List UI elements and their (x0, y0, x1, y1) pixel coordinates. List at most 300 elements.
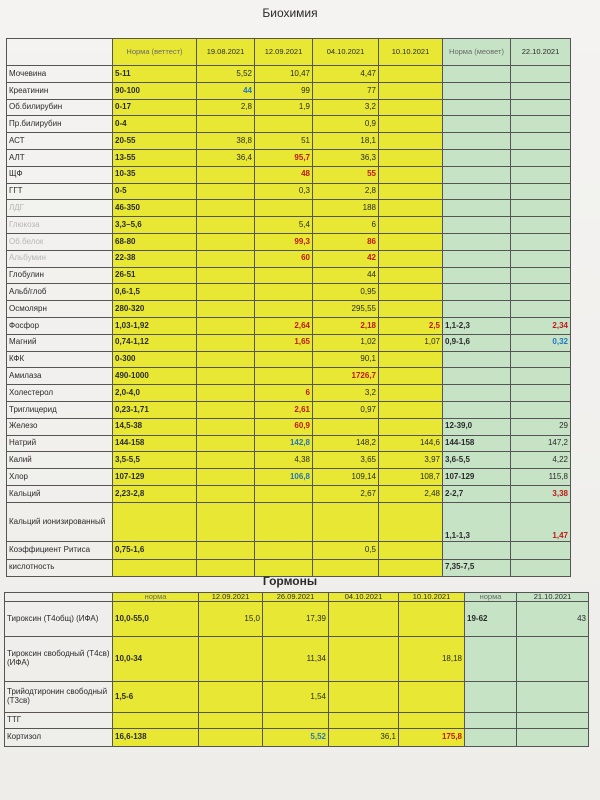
result-value: 3,38 (511, 485, 571, 502)
hor-row (5, 712, 589, 728)
result-value (255, 200, 313, 217)
reference-range-2: 12-39,0 (443, 418, 511, 435)
result-value (313, 502, 379, 541)
reference-range: 10,0-55,0 (113, 601, 199, 636)
reference-range: 16,6-138 (113, 728, 199, 746)
result-value: 3,2 (313, 99, 379, 116)
result-value (379, 267, 443, 284)
reference-range: 46-350 (113, 200, 197, 217)
result-value (511, 200, 571, 217)
result-value (197, 385, 255, 402)
result-value (379, 166, 443, 183)
result-value: 36,3 (313, 149, 379, 166)
result-value (197, 317, 255, 334)
bio-header-cell (7, 39, 113, 66)
hor-header-cell: норма (113, 593, 199, 602)
result-value (379, 116, 443, 133)
result-value: 2,67 (313, 485, 379, 502)
bio-header-cell: 19.08.2021 (197, 39, 255, 66)
result-value (379, 541, 443, 559)
row-label: Глюкоза (7, 217, 113, 234)
result-value (197, 435, 255, 452)
bio-row (7, 469, 571, 486)
result-value: 86 (313, 233, 379, 250)
result-value: 0,3 (255, 183, 313, 200)
reference-range-2 (443, 385, 511, 402)
result-value (197, 334, 255, 351)
bio-row (7, 66, 571, 83)
reference-range-2: 3,6-5,5 (443, 452, 511, 469)
result-value: 295,55 (313, 301, 379, 318)
result-value (511, 385, 571, 402)
result-value (511, 368, 571, 385)
row-label: Фосфор (7, 317, 113, 334)
biochemistry-title: Биохимия (262, 6, 318, 20)
reference-range: 10,0-34 (113, 636, 199, 681)
result-value (255, 485, 313, 502)
result-value (197, 368, 255, 385)
bio-row (7, 149, 571, 166)
result-value: 99,3 (255, 233, 313, 250)
reference-range-2: 19-62 (465, 601, 517, 636)
result-value (379, 250, 443, 267)
result-value: 55 (313, 166, 379, 183)
hor-row (5, 636, 589, 681)
reference-range-2 (465, 712, 517, 728)
result-value (197, 166, 255, 183)
result-value: 42 (313, 250, 379, 267)
reference-range-2 (443, 99, 511, 116)
row-label: Магний (7, 334, 113, 351)
bio-row (7, 166, 571, 183)
bio-header-cell: Норма (меовет) (443, 39, 511, 66)
reference-range: 3,3–5,6 (113, 217, 197, 234)
bio-header-cell: 22.10.2021 (511, 39, 571, 66)
row-label: ГГТ (7, 183, 113, 200)
row-label: Коэффициент Ритиса (7, 541, 113, 559)
row-label: Холестерол (7, 385, 113, 402)
result-value: 36,1 (329, 728, 399, 746)
result-value (255, 368, 313, 385)
result-value: 144,6 (379, 435, 443, 452)
row-label: ТТГ (5, 712, 113, 728)
row-label: Тироксин (Т4общ) (ИФА) (5, 601, 113, 636)
reference-range: 14,5-38 (113, 418, 197, 435)
bio-row (7, 116, 571, 133)
result-value: 95,7 (255, 149, 313, 166)
result-value: 147,2 (511, 435, 571, 452)
result-value (255, 284, 313, 301)
reference-range-2 (443, 301, 511, 318)
result-value: 2,61 (255, 401, 313, 418)
row-label: Мочевина (7, 66, 113, 83)
result-value: 1,65 (255, 334, 313, 351)
bio-row (7, 502, 571, 541)
reference-range: 1,03-1,92 (113, 317, 197, 334)
result-value (517, 636, 589, 681)
row-label: Амилаза (7, 368, 113, 385)
result-value (399, 712, 465, 728)
result-value: 106,8 (255, 469, 313, 486)
result-value (511, 116, 571, 133)
result-value (255, 267, 313, 284)
result-value (379, 183, 443, 200)
result-value (197, 217, 255, 234)
reference-range-2 (443, 149, 511, 166)
reference-range-2 (443, 368, 511, 385)
reference-range: 20-55 (113, 133, 197, 150)
result-value (255, 116, 313, 133)
result-value (197, 452, 255, 469)
result-value (329, 712, 399, 728)
result-value: 51 (255, 133, 313, 150)
bio-header-cell: 12.09.2021 (255, 39, 313, 66)
row-label: Триглицерид (7, 401, 113, 418)
row-label: Кальций ионизированный (7, 502, 113, 541)
bio-header-cell: 10.10.2021 (379, 39, 443, 66)
result-value: 17,39 (263, 601, 329, 636)
reference-range: 90-100 (113, 82, 197, 99)
reference-range-2 (443, 267, 511, 284)
bio-row (7, 284, 571, 301)
reference-range: 144-158 (113, 435, 197, 452)
reference-range-2 (443, 82, 511, 99)
reference-range-2 (443, 200, 511, 217)
result-value (379, 351, 443, 368)
result-value: 0,9 (313, 116, 379, 133)
reference-range-2 (465, 636, 517, 681)
result-value (379, 502, 443, 541)
result-value: 142,8 (255, 435, 313, 452)
hormones-title: Гормоны (262, 574, 318, 588)
result-value (511, 351, 571, 368)
reference-range-2 (443, 183, 511, 200)
row-label: Кортизол (5, 728, 113, 746)
reference-range-2: 144-158 (443, 435, 511, 452)
row-label: Креатинин (7, 82, 113, 99)
bio-row (7, 317, 571, 334)
result-value (379, 284, 443, 301)
row-label: Кальций (7, 485, 113, 502)
reference-range: 0-4 (113, 116, 197, 133)
reference-range-2: 7,35-7,5 (443, 559, 511, 576)
reference-range: 3,5-5,5 (113, 452, 197, 469)
result-value (511, 217, 571, 234)
result-value: 1,02 (313, 334, 379, 351)
result-value: 175,8 (399, 728, 465, 746)
reference-range: 10-35 (113, 166, 197, 183)
reference-range: 0,6-1,5 (113, 284, 197, 301)
reference-range: 0-300 (113, 351, 197, 368)
result-value (197, 183, 255, 200)
reference-range: 0,75-1,6 (113, 541, 197, 559)
result-value (313, 418, 379, 435)
bio-row (7, 334, 571, 351)
bio-row (7, 217, 571, 234)
result-value (511, 166, 571, 183)
result-value: 44 (313, 267, 379, 284)
result-value: 60,9 (255, 418, 313, 435)
bio-header-row (7, 39, 571, 66)
result-value (379, 233, 443, 250)
row-label: кислотность (7, 559, 113, 576)
hor-header-cell: 26.09.2021 (263, 593, 329, 602)
result-value: 10,47 (255, 66, 313, 83)
row-label: ЛДГ (7, 200, 113, 217)
result-value: 109,14 (313, 469, 379, 486)
result-value: 44 (197, 82, 255, 99)
reference-range (113, 712, 199, 728)
hor-header-cell (5, 593, 113, 602)
result-value (379, 301, 443, 318)
reference-range-2 (443, 166, 511, 183)
result-value (199, 728, 263, 746)
hor-row (5, 728, 589, 746)
result-value (511, 267, 571, 284)
reference-range-2 (443, 66, 511, 83)
result-value: 5,52 (263, 728, 329, 746)
reference-range: 2,0-4,0 (113, 385, 197, 402)
result-value: 43 (517, 601, 589, 636)
reference-range: 0,23-1,71 (113, 401, 197, 418)
reference-range-2 (443, 351, 511, 368)
result-value (379, 217, 443, 234)
result-value (199, 681, 263, 712)
row-label: ЩФ (7, 166, 113, 183)
bio-row (7, 541, 571, 559)
result-value (255, 351, 313, 368)
hor-header-cell: 12.09.2021 (199, 593, 263, 602)
result-value: 4,22 (511, 452, 571, 469)
result-value (197, 250, 255, 267)
result-value (197, 502, 255, 541)
hor-header-cell: 21.10.2021 (517, 593, 589, 602)
result-value: 2,34 (511, 317, 571, 334)
result-value (263, 712, 329, 728)
result-value (379, 385, 443, 402)
result-value (511, 401, 571, 418)
reference-range: 0,74-1,12 (113, 334, 197, 351)
result-value (199, 712, 263, 728)
result-value (197, 418, 255, 435)
reference-range-2: 107-129 (443, 469, 511, 486)
result-value: 108,7 (379, 469, 443, 486)
row-label: Натрий (7, 435, 113, 452)
row-label: КФК (7, 351, 113, 368)
result-value: 18,1 (313, 133, 379, 150)
result-value: 1,54 (263, 681, 329, 712)
result-value: 115,8 (511, 469, 571, 486)
result-value: 1726,7 (313, 368, 379, 385)
bio-row (7, 99, 571, 116)
reference-range-2 (465, 728, 517, 746)
reference-range-2 (443, 541, 511, 559)
result-value: 2,5 (379, 317, 443, 334)
reference-range-2 (443, 217, 511, 234)
bio-row (7, 183, 571, 200)
biochemistry-table (6, 38, 571, 577)
result-value: 18,18 (399, 636, 465, 681)
reference-range-2: 1,1-2,3 (443, 317, 511, 334)
row-label: Трийодтиронин свободный (Т3св) (5, 681, 113, 712)
reference-range-2: 2-2,7 (443, 485, 511, 502)
result-value: 6 (313, 217, 379, 234)
result-value: 48 (255, 166, 313, 183)
result-value (511, 233, 571, 250)
reference-range: 26-51 (113, 267, 197, 284)
reference-range: 2,23-2,8 (113, 485, 197, 502)
bio-row (7, 267, 571, 284)
reference-range-2 (443, 401, 511, 418)
result-value (255, 541, 313, 559)
result-value (511, 183, 571, 200)
result-value (379, 66, 443, 83)
row-label: АЛТ (7, 149, 113, 166)
bio-header-cell: 04.10.2021 (313, 39, 379, 66)
result-value: 2,64 (255, 317, 313, 334)
row-label: Железо (7, 418, 113, 435)
reference-range: 22-38 (113, 250, 197, 267)
result-value (197, 200, 255, 217)
result-value (511, 66, 571, 83)
reference-range-2 (443, 133, 511, 150)
result-value: 0,95 (313, 284, 379, 301)
result-value (511, 149, 571, 166)
reference-range-2: 0,9-1,6 (443, 334, 511, 351)
result-value: 11,34 (263, 636, 329, 681)
row-label: Глобулин (7, 267, 113, 284)
result-value: 36,4 (197, 149, 255, 166)
bio-row (7, 368, 571, 385)
result-value: 5,52 (197, 66, 255, 83)
result-value (329, 636, 399, 681)
result-value: 4,47 (313, 66, 379, 83)
row-label: Альб/глоб (7, 284, 113, 301)
bio-row (7, 351, 571, 368)
result-value (329, 681, 399, 712)
result-value: 148,2 (313, 435, 379, 452)
result-value: 2,48 (379, 485, 443, 502)
reference-range: 5-11 (113, 66, 197, 83)
row-label: АСТ (7, 133, 113, 150)
result-value: 1,9 (255, 99, 313, 116)
reference-range-2 (443, 116, 511, 133)
reference-range: 0-5 (113, 183, 197, 200)
result-value: 77 (313, 82, 379, 99)
result-value (511, 250, 571, 267)
result-value (517, 681, 589, 712)
result-value (379, 149, 443, 166)
row-label: Альбумин (7, 250, 113, 267)
reference-range: 107-129 (113, 469, 197, 486)
row-label: Об.билирубин (7, 99, 113, 116)
result-value: 1,07 (379, 334, 443, 351)
result-value (329, 601, 399, 636)
result-value (511, 133, 571, 150)
reference-range: 13-55 (113, 149, 197, 166)
result-value (517, 712, 589, 728)
result-value (379, 82, 443, 99)
result-value: 0,97 (313, 401, 379, 418)
row-label: Тироксин свободный (Т4св) (ИФА) (5, 636, 113, 681)
result-value (197, 485, 255, 502)
row-label: Об.белок (7, 233, 113, 250)
reference-range: 280-320 (113, 301, 197, 318)
result-value (197, 351, 255, 368)
bio-row (7, 435, 571, 452)
result-value (197, 541, 255, 559)
bio-row (7, 250, 571, 267)
result-value (511, 301, 571, 318)
result-value (255, 301, 313, 318)
result-value (199, 636, 263, 681)
reference-range: 490-1000 (113, 368, 197, 385)
bio-row (7, 233, 571, 250)
result-value: 29 (511, 418, 571, 435)
bio-row (7, 200, 571, 217)
bio-row (7, 401, 571, 418)
result-value (197, 233, 255, 250)
result-value: 0,5 (313, 541, 379, 559)
reference-range: 68-80 (113, 233, 197, 250)
result-value (197, 267, 255, 284)
result-value (379, 99, 443, 116)
result-value (255, 502, 313, 541)
result-value: 3,97 (379, 452, 443, 469)
hor-row (5, 681, 589, 712)
result-value (379, 401, 443, 418)
hor-header-row (5, 593, 589, 602)
result-value: 3,2 (313, 385, 379, 402)
result-value: 3,65 (313, 452, 379, 469)
bio-row (7, 385, 571, 402)
result-value: 99 (255, 82, 313, 99)
row-label: Калий (7, 452, 113, 469)
reference-range: 1,5-6 (113, 681, 199, 712)
reference-range: 0-17 (113, 99, 197, 116)
row-label: Осмолярн (7, 301, 113, 318)
result-value: 90,1 (313, 351, 379, 368)
result-value: 1,47 (511, 502, 571, 541)
bio-row (7, 133, 571, 150)
result-value: 6 (255, 385, 313, 402)
result-value (379, 200, 443, 217)
hormones-table (4, 592, 589, 747)
result-value (197, 284, 255, 301)
bio-row (7, 82, 571, 99)
bio-row (7, 418, 571, 435)
reference-range-2 (443, 233, 511, 250)
row-label: Хлор (7, 469, 113, 486)
result-value (379, 133, 443, 150)
result-value (197, 401, 255, 418)
result-value (197, 469, 255, 486)
hor-header-cell: норма (465, 593, 517, 602)
reference-range-2: 1,1-1,3 (443, 502, 511, 541)
hor-header-cell: 10.10.2021 (399, 593, 465, 602)
result-value (511, 82, 571, 99)
reference-range-2 (465, 681, 517, 712)
result-value (197, 116, 255, 133)
result-value: 188 (313, 200, 379, 217)
reference-range-2 (443, 284, 511, 301)
reference-range (113, 502, 197, 541)
result-value (197, 301, 255, 318)
result-value (511, 99, 571, 116)
result-value: 38,8 (197, 133, 255, 150)
bio-row (7, 452, 571, 469)
result-value (379, 368, 443, 385)
